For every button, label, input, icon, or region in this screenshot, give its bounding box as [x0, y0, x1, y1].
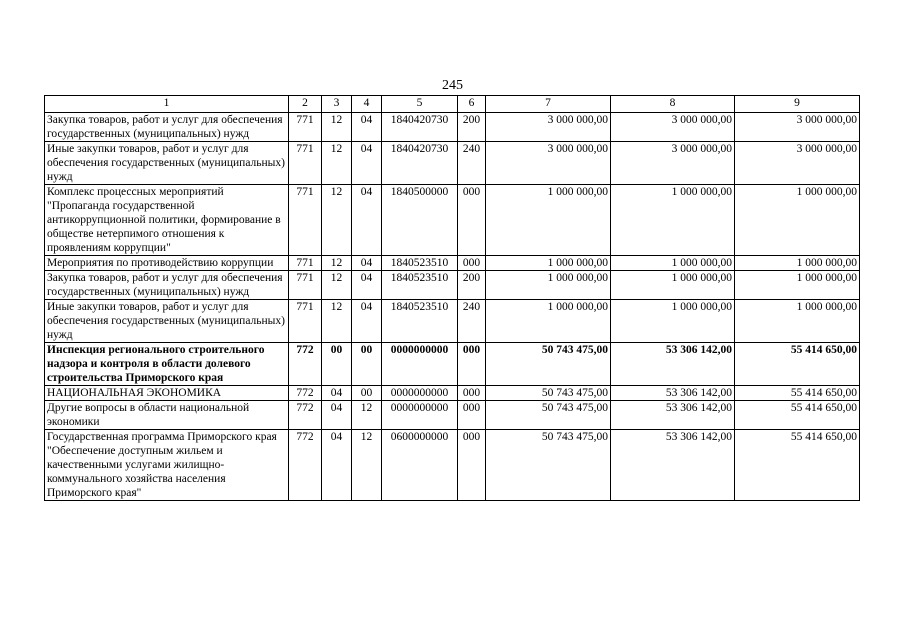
header-row [45, 96, 860, 113]
row-code-2: 771 [289, 142, 322, 185]
row-code-6: 000 [458, 401, 486, 430]
row-amount-9: 55 414 650,00 [735, 401, 860, 430]
row-code-2: 771 [289, 256, 322, 271]
row-code-3: 04 [322, 386, 352, 401]
row-code-6: 000 [458, 430, 486, 501]
row-code-6: 000 [458, 343, 486, 386]
table-body [45, 113, 860, 501]
row-code-3: 12 [322, 113, 352, 142]
row-amount-8: 53 306 142,00 [611, 386, 735, 401]
row-amount-8: 53 306 142,00 [611, 401, 735, 430]
table-row [45, 386, 860, 401]
row-amount-8: 1 000 000,00 [611, 271, 735, 300]
row-amount-9: 55 414 650,00 [735, 430, 860, 501]
row-name: Иные закупки товаров, работ и услуг для обеспечения государственных (муниципальных) нужд [45, 142, 289, 185]
row-amount-9: 1 000 000,00 [735, 185, 860, 256]
header-cell-7: 7 [486, 96, 611, 113]
row-code-4: 00 [352, 343, 382, 386]
row-code-2: 772 [289, 343, 322, 386]
row-name: Государственная программа Приморского края "Обеспечение доступным жильем и качественными услугами жилищно-коммунального хозяйства населения Приморского края" [45, 430, 289, 501]
row-code-3: 12 [322, 300, 352, 343]
header-cell-2: 2 [289, 96, 322, 113]
row-amount-7: 3 000 000,00 [486, 113, 611, 142]
row-amount-7: 1 000 000,00 [486, 185, 611, 256]
row-amount-7: 50 743 475,00 [486, 343, 611, 386]
table-row [45, 142, 860, 185]
row-amount-7: 3 000 000,00 [486, 142, 611, 185]
row-amount-9: 3 000 000,00 [735, 113, 860, 142]
row-code-2: 772 [289, 430, 322, 501]
row-code-5: 0000000000 [382, 343, 458, 386]
row-amount-9: 55 414 650,00 [735, 343, 860, 386]
table-row [45, 300, 860, 343]
table-row [45, 430, 860, 501]
row-code-4: 00 [352, 386, 382, 401]
row-amount-9: 1 000 000,00 [735, 300, 860, 343]
header-cell-4: 4 [352, 96, 382, 113]
row-amount-7: 50 743 475,00 [486, 386, 611, 401]
row-code-4: 12 [352, 401, 382, 430]
row-code-5: 0600000000 [382, 430, 458, 501]
row-code-6: 000 [458, 256, 486, 271]
row-code-5: 0000000000 [382, 401, 458, 430]
row-code-6: 240 [458, 142, 486, 185]
row-code-2: 771 [289, 185, 322, 256]
row-amount-8: 1 000 000,00 [611, 300, 735, 343]
row-code-2: 772 [289, 401, 322, 430]
row-code-5: 1840523510 [382, 256, 458, 271]
row-amount-8: 1 000 000,00 [611, 256, 735, 271]
row-code-4: 04 [352, 271, 382, 300]
header-cell-3: 3 [322, 96, 352, 113]
row-code-5: 1840420730 [382, 142, 458, 185]
row-amount-8: 3 000 000,00 [611, 113, 735, 142]
row-name: НАЦИОНАЛЬНАЯ ЭКОНОМИКА [45, 386, 289, 401]
row-amount-9: 1 000 000,00 [735, 271, 860, 300]
table-row [45, 343, 860, 386]
table-row [45, 113, 860, 142]
row-code-6: 000 [458, 185, 486, 256]
row-code-3: 04 [322, 401, 352, 430]
row-code-2: 772 [289, 386, 322, 401]
row-code-4: 04 [352, 185, 382, 256]
row-amount-7: 50 743 475,00 [486, 430, 611, 501]
row-code-2: 771 [289, 300, 322, 343]
row-amount-8: 53 306 142,00 [611, 430, 735, 501]
row-code-6: 000 [458, 386, 486, 401]
row-code-3: 00 [322, 343, 352, 386]
row-code-4: 12 [352, 430, 382, 501]
row-code-4: 04 [352, 142, 382, 185]
header-cell-8: 8 [611, 96, 735, 113]
row-name: Другие вопросы в области национальной экономики [45, 401, 289, 430]
row-code-5: 1840523510 [382, 271, 458, 300]
row-amount-7: 1 000 000,00 [486, 271, 611, 300]
row-amount-7: 1 000 000,00 [486, 256, 611, 271]
table-row [45, 256, 860, 271]
row-code-4: 04 [352, 113, 382, 142]
header-cell-5: 5 [382, 96, 458, 113]
row-code-6: 240 [458, 300, 486, 343]
row-name: Инспекция регионального строительного надзора и контроля в области долевого строительства Приморского края [45, 343, 289, 386]
row-code-3: 12 [322, 142, 352, 185]
table-row [45, 401, 860, 430]
row-code-5: 1840500000 [382, 185, 458, 256]
row-code-2: 771 [289, 271, 322, 300]
row-amount-8: 3 000 000,00 [611, 142, 735, 185]
header-cell-9: 9 [735, 96, 860, 113]
row-code-4: 04 [352, 256, 382, 271]
row-code-3: 12 [322, 185, 352, 256]
page-number: 245 [442, 78, 463, 93]
row-name: Закупка товаров, работ и услуг для обеспечения государственных (муниципальных) нужд [45, 113, 289, 142]
row-code-4: 04 [352, 300, 382, 343]
row-amount-8: 53 306 142,00 [611, 343, 735, 386]
row-amount-8: 1 000 000,00 [611, 185, 735, 256]
row-code-5: 1840420730 [382, 113, 458, 142]
row-code-5: 0000000000 [382, 386, 458, 401]
row-amount-9: 1 000 000,00 [735, 256, 860, 271]
header-cell-1: 1 [45, 96, 289, 113]
row-amount-9: 55 414 650,00 [735, 386, 860, 401]
table-row [45, 185, 860, 256]
row-code-6: 200 [458, 113, 486, 142]
row-code-5: 1840523510 [382, 300, 458, 343]
table-row [45, 271, 860, 300]
row-name: Закупка товаров, работ и услуг для обеспечения государственных (муниципальных) нужд [45, 271, 289, 300]
row-name: Комплекс процессных мероприятий "Пропаганда государственной антикоррупционной политики, формирование в обществе нетерпимого отношения к проявлениям коррупции" [45, 185, 289, 256]
row-code-3: 04 [322, 430, 352, 501]
budget-table [44, 95, 860, 501]
row-code-2: 771 [289, 113, 322, 142]
row-amount-7: 50 743 475,00 [486, 401, 611, 430]
row-amount-9: 3 000 000,00 [735, 142, 860, 185]
row-name: Иные закупки товаров, работ и услуг для обеспечения государственных (муниципальных) нужд [45, 300, 289, 343]
row-code-6: 200 [458, 271, 486, 300]
row-name: Мероприятия по противодействию коррупции [45, 256, 289, 271]
row-code-3: 12 [322, 256, 352, 271]
row-code-3: 12 [322, 271, 352, 300]
row-amount-7: 1 000 000,00 [486, 300, 611, 343]
header-cell-6: 6 [458, 96, 486, 113]
